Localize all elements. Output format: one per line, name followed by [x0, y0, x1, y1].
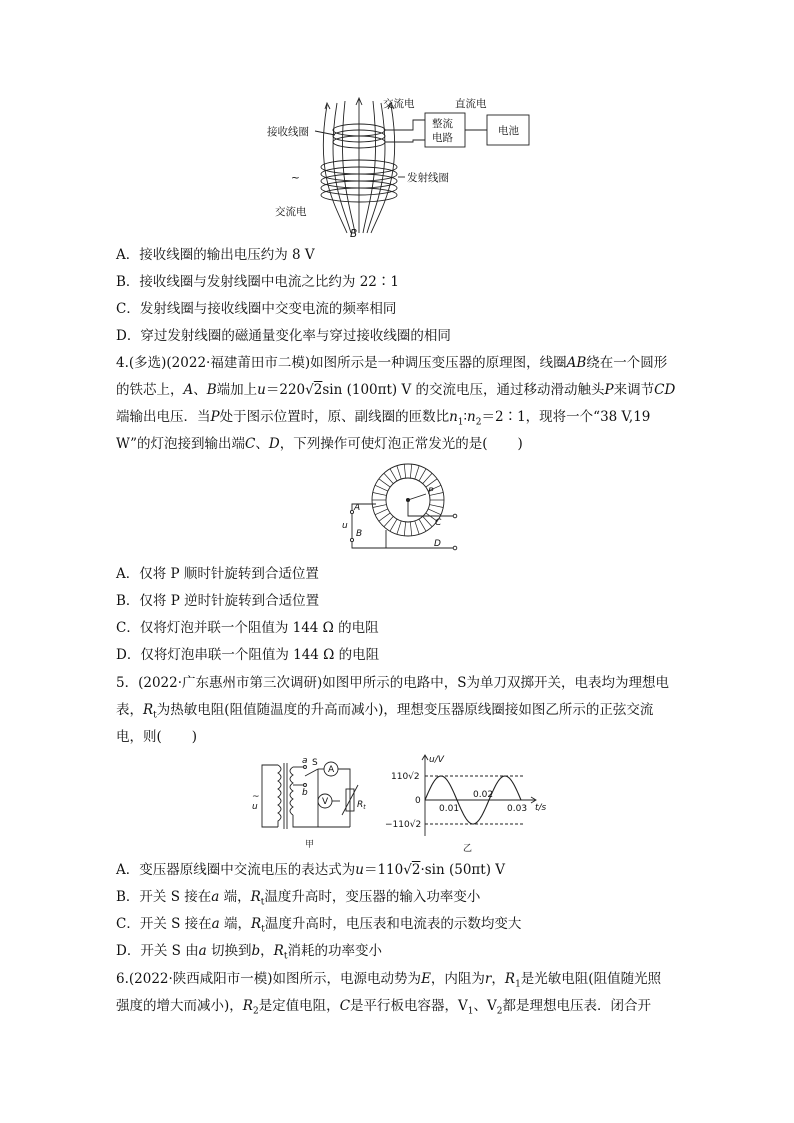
figure-variable-transformer [330, 460, 470, 560]
chart-ytick-max: 110√2 [391, 772, 420, 782]
label-ac-bottom: 交流电 [275, 206, 307, 218]
winding-turn [410, 522, 411, 536]
label-rt: $R_t$ [357, 800, 366, 811]
winding-turn [404, 522, 405, 536]
winding-turn [379, 513, 390, 521]
label-a-terminal: a [302, 756, 308, 766]
winding-turn [375, 509, 388, 515]
label-b-terminal: b [302, 788, 308, 798]
winding-turn [390, 519, 397, 531]
label-rectifier-1: 整流 [432, 118, 453, 130]
label-d: D [434, 539, 441, 549]
q5-option-c: C．开关 S 接在a 端，$R_t$温度升高时，电压表和电流表的示数均变大 [116, 916, 522, 935]
caption-jia: 甲 [305, 840, 315, 850]
label-rectifier-2: 电路 [432, 132, 453, 144]
label-p: P [428, 487, 434, 497]
label-u-source: u [252, 802, 258, 812]
winding-turn [384, 516, 393, 526]
winding-turn [426, 479, 437, 487]
q5-line-3: 电，则( ) [116, 729, 198, 745]
winding-turn [384, 473, 393, 483]
winding-turn [397, 466, 401, 479]
label-dc: 直流电 [455, 98, 487, 110]
winding-turn [415, 466, 419, 479]
q3-option-d: D．穿过发射线圈的磁通量变化率与穿过接收线圈的相同 [116, 328, 451, 344]
winding-turn [430, 505, 444, 508]
winding-turn [373, 493, 387, 496]
label-b: B [356, 529, 363, 539]
winding-turn [419, 469, 426, 481]
label-receive-coil: 接收线圈 [267, 126, 309, 138]
winding-turn [404, 464, 405, 478]
label-battery: 电池 [498, 125, 519, 137]
chart-ytick-min: −110√2 [385, 820, 422, 830]
label-tilde: ~ [291, 172, 300, 184]
q5-line-1: 5．(2022·广东惠州市第三次调研)如图甲所示的电路中，S为单刀双掷开关，电表均为理想电 [116, 675, 670, 691]
label-switch-s: S [312, 758, 318, 768]
q3-option-a: A．接收线圈的输出电压约为 8 V [116, 247, 315, 263]
figure-circuit-jia [250, 755, 380, 855]
winding-turn [390, 469, 397, 481]
q4-line-4: W”的灯泡接到输出端C、D，下列操作可使灯泡正常发光的是( ) [116, 436, 523, 452]
label-a: A [354, 503, 361, 513]
label-transmit-coil: 发射线圈 [407, 172, 449, 184]
winding-turn [373, 505, 387, 508]
ammeter-a: A [328, 765, 335, 775]
winding-turn [423, 516, 432, 526]
winding-turn [379, 479, 390, 487]
q4-line-1: 4.(多选)(2022·福建莆田市二模)如图所示是一种调压变压器的原理图，线圈AB绕在一个圆形 [116, 355, 668, 371]
q4-line-3: 端输出电压．当P处于图示位置时，原、副线圈的匝数比$n_1∶n_2=2∶1$，现将一个“38 V,19 [116, 409, 651, 428]
q4-option-c: C．仅将灯泡并联一个阻值为 144 Ω 的电阻 [116, 620, 379, 636]
winding-turn [423, 473, 432, 483]
q5-line-2: 表，$R_t$为热敏电阻(阻值随温度的升高而减小)，理想变压器原线圈接如图乙所示的正弦交流 [116, 702, 654, 721]
q4-option-a: A．仅将 P 顺时针旋转到合适位置 [116, 566, 319, 582]
q5-option-d: D．开关 S 由a 切换到b，$R_t$消耗的功率变小 [116, 943, 382, 962]
chart-xtick-2: 0.02 [473, 790, 494, 800]
q3-option-b: B．接收线圈与发射线圈中电流之比约为 22∶1 [116, 274, 399, 290]
chart-xtick-1: 0.01 [439, 804, 460, 814]
q4-option-b: B．仅将 P 逆时针旋转到合适位置 [116, 593, 320, 609]
winding-turn [428, 509, 441, 515]
voltmeter-v: V [322, 797, 329, 807]
q5-option-a: A．变压器原线圈中交流电压的表达式为u＝110√2·sin (50πt) V [116, 862, 506, 878]
winding-turn [375, 485, 388, 491]
winding-turn [410, 464, 411, 478]
chart-ylabel: u/V [429, 755, 444, 765]
q4-option-d: D．仅将灯泡串联一个阻值为 144 Ω 的电阻 [116, 647, 380, 663]
chart-xtick-3: 0.03 [507, 804, 528, 814]
label-field-b: B [350, 228, 358, 240]
q6-line-2: 强度的增大而减小)，$R_2$是定值电阻，C是平行板电容器，$V_1$、$V_2$都是理想电压表．闭合开 [116, 998, 651, 1017]
chart-xlabel: t/s [535, 803, 547, 813]
label-u: u [342, 521, 348, 531]
source-tilde: ~ [252, 792, 260, 802]
winding-turn [419, 519, 426, 531]
q3-option-c: C．发射线圈与接收线圈中交变电流的频率相同 [116, 301, 397, 317]
label-ac-top: 交流电 [383, 98, 415, 110]
figure-wireless-charging [255, 95, 545, 240]
chart-ytick-zero: 0 [415, 796, 421, 806]
q4-line-2: 的铁芯上，A、B端加上u＝220√2sin (100πt) V 的交流电压，通过移动滑动触头P来调节CD [116, 382, 676, 398]
q5-option-b: B．开关 S 接在a 端，$R_t$温度升高时，变压器的输入功率变小 [116, 889, 481, 908]
caption-yi: 乙 [463, 844, 473, 854]
winding-turn [415, 521, 419, 534]
q6-line-1: 6.(2022·陕西咸阳市一模)如图所示，电源电动势为E，内阻为r，$R_1$是光敏电阻(阻值随光照 [116, 971, 662, 990]
label-c: C [435, 518, 442, 528]
winding-turn [397, 521, 401, 534]
chart-sine-voltage [385, 752, 555, 856]
